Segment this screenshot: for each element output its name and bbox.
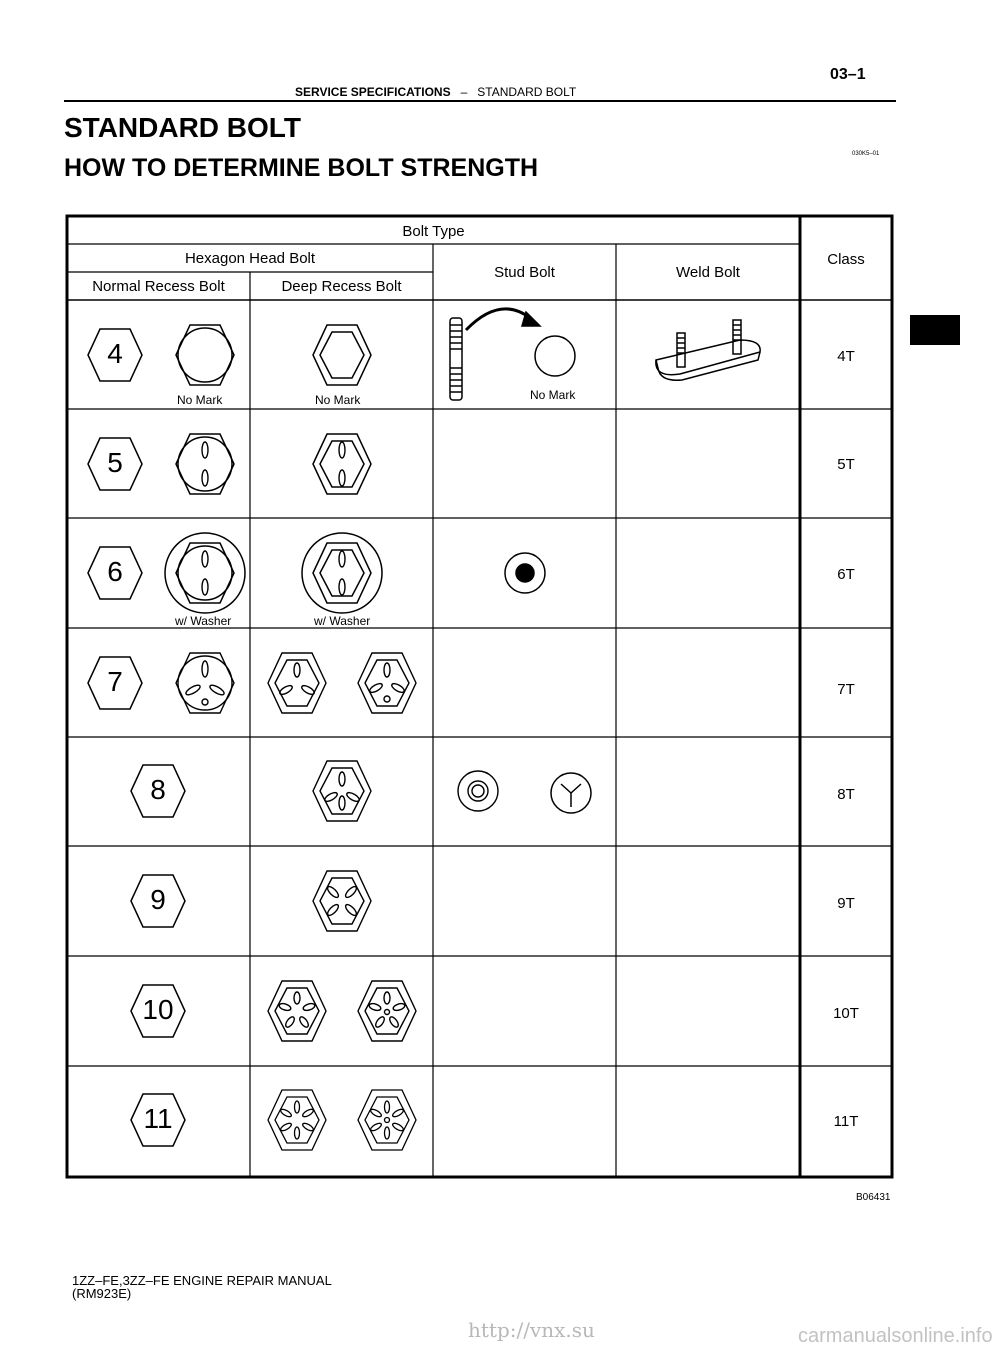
- deep-recess-no-mark-icon: [313, 325, 371, 385]
- caption-no-mark-deep: No Mark: [315, 393, 361, 407]
- class-9t: 9T: [837, 895, 855, 912]
- deep-recess-11-mark-alt-icon: [358, 1090, 416, 1150]
- stud-bolt-8t-y-icon: [551, 773, 591, 813]
- normal-recess-no-mark-icon: [176, 325, 234, 385]
- page-title: STANDARD BOLT: [64, 112, 301, 143]
- header-weld-bolt: Weld Bolt: [676, 264, 740, 281]
- stud-bolt-8t-ring-icon: [458, 771, 498, 811]
- header-hexagon-head-bolt: Hexagon Head Bolt: [184, 250, 316, 267]
- header-stud-bolt: Stud Bolt: [494, 264, 555, 281]
- header-deep-recess-bolt: Deep Recess Bolt: [281, 278, 402, 295]
- header-dash: –: [460, 85, 468, 99]
- class-4t: 4T: [837, 348, 855, 365]
- weld-bolt-icon: [656, 320, 760, 380]
- header-subsection: STANDARD BOLT: [477, 85, 577, 99]
- watermark-vnx: http://vnx.su: [468, 1318, 595, 1342]
- header-normal-recess-bolt: Normal Recess Bolt: [92, 278, 225, 295]
- bolt-number-8: 8: [150, 774, 166, 805]
- bolt-number-10: 10: [142, 994, 174, 1025]
- document-id: 030K5–01: [852, 151, 880, 157]
- normal-recess-5-mark-icon: [176, 434, 234, 494]
- deep-recess-7-mark-icon: [268, 653, 326, 713]
- caption-washer-normal: w/ Washer: [175, 614, 232, 628]
- class-11t: 11T: [833, 1113, 859, 1130]
- deep-recess-11-mark-icon: [268, 1090, 326, 1150]
- class-7t: 7T: [837, 681, 855, 698]
- bolt-number-9: 9: [150, 884, 166, 915]
- deep-recess-5-mark-icon: [313, 434, 371, 494]
- deep-recess-7-mark-alt-icon: [358, 653, 416, 713]
- class-10t: 10T: [833, 1005, 859, 1022]
- caption-washer-deep: w/ Washer: [314, 614, 371, 628]
- normal-recess-7-mark-icon: [176, 653, 234, 713]
- header-bolt-type: Bolt Type: [402, 223, 465, 240]
- caption-no-mark-normal: No Mark: [177, 393, 223, 407]
- deep-recess-8-mark-icon: [313, 761, 371, 821]
- footer-manual-title: 1ZZ–FE,3ZZ–FE ENGINE REPAIR MANUAL: [72, 1273, 332, 1288]
- stud-bolt-icon: [450, 309, 575, 400]
- footer-manual-code: (RM923E): [72, 1286, 132, 1301]
- page-subtitle: HOW TO DETERMINE BOLT STRENGTH: [64, 154, 539, 182]
- bolt-number-11: 11: [143, 1103, 173, 1134]
- bolt-number-4: 4: [107, 338, 123, 369]
- deep-recess-6-washer-icon: [302, 533, 382, 613]
- figure-id: B06431: [856, 1192, 891, 1203]
- deep-recess-10-mark-alt-icon: [358, 981, 416, 1041]
- bolt-number-7: 7: [107, 666, 123, 697]
- page-number: 03–1: [830, 66, 866, 83]
- header-section: SERVICE SPECIFICATIONS: [295, 85, 451, 99]
- deep-recess-9-mark-icon: [313, 871, 371, 931]
- normal-recess-6-washer-icon: [165, 533, 245, 613]
- stud-bolt-6t-icon: [505, 553, 545, 593]
- caption-no-mark-stud: No Mark: [530, 388, 576, 402]
- deep-recess-10-mark-icon: [268, 981, 326, 1041]
- class-5t: 5T: [837, 456, 855, 473]
- bolt-number-6: 6: [107, 556, 123, 587]
- header-class: Class: [827, 251, 865, 268]
- bolt-number-5: 5: [107, 447, 123, 478]
- watermark-carmanuals: carmanualsonline.info: [798, 1325, 993, 1347]
- class-6t: 6T: [837, 566, 855, 583]
- class-8t: 8T: [837, 786, 855, 803]
